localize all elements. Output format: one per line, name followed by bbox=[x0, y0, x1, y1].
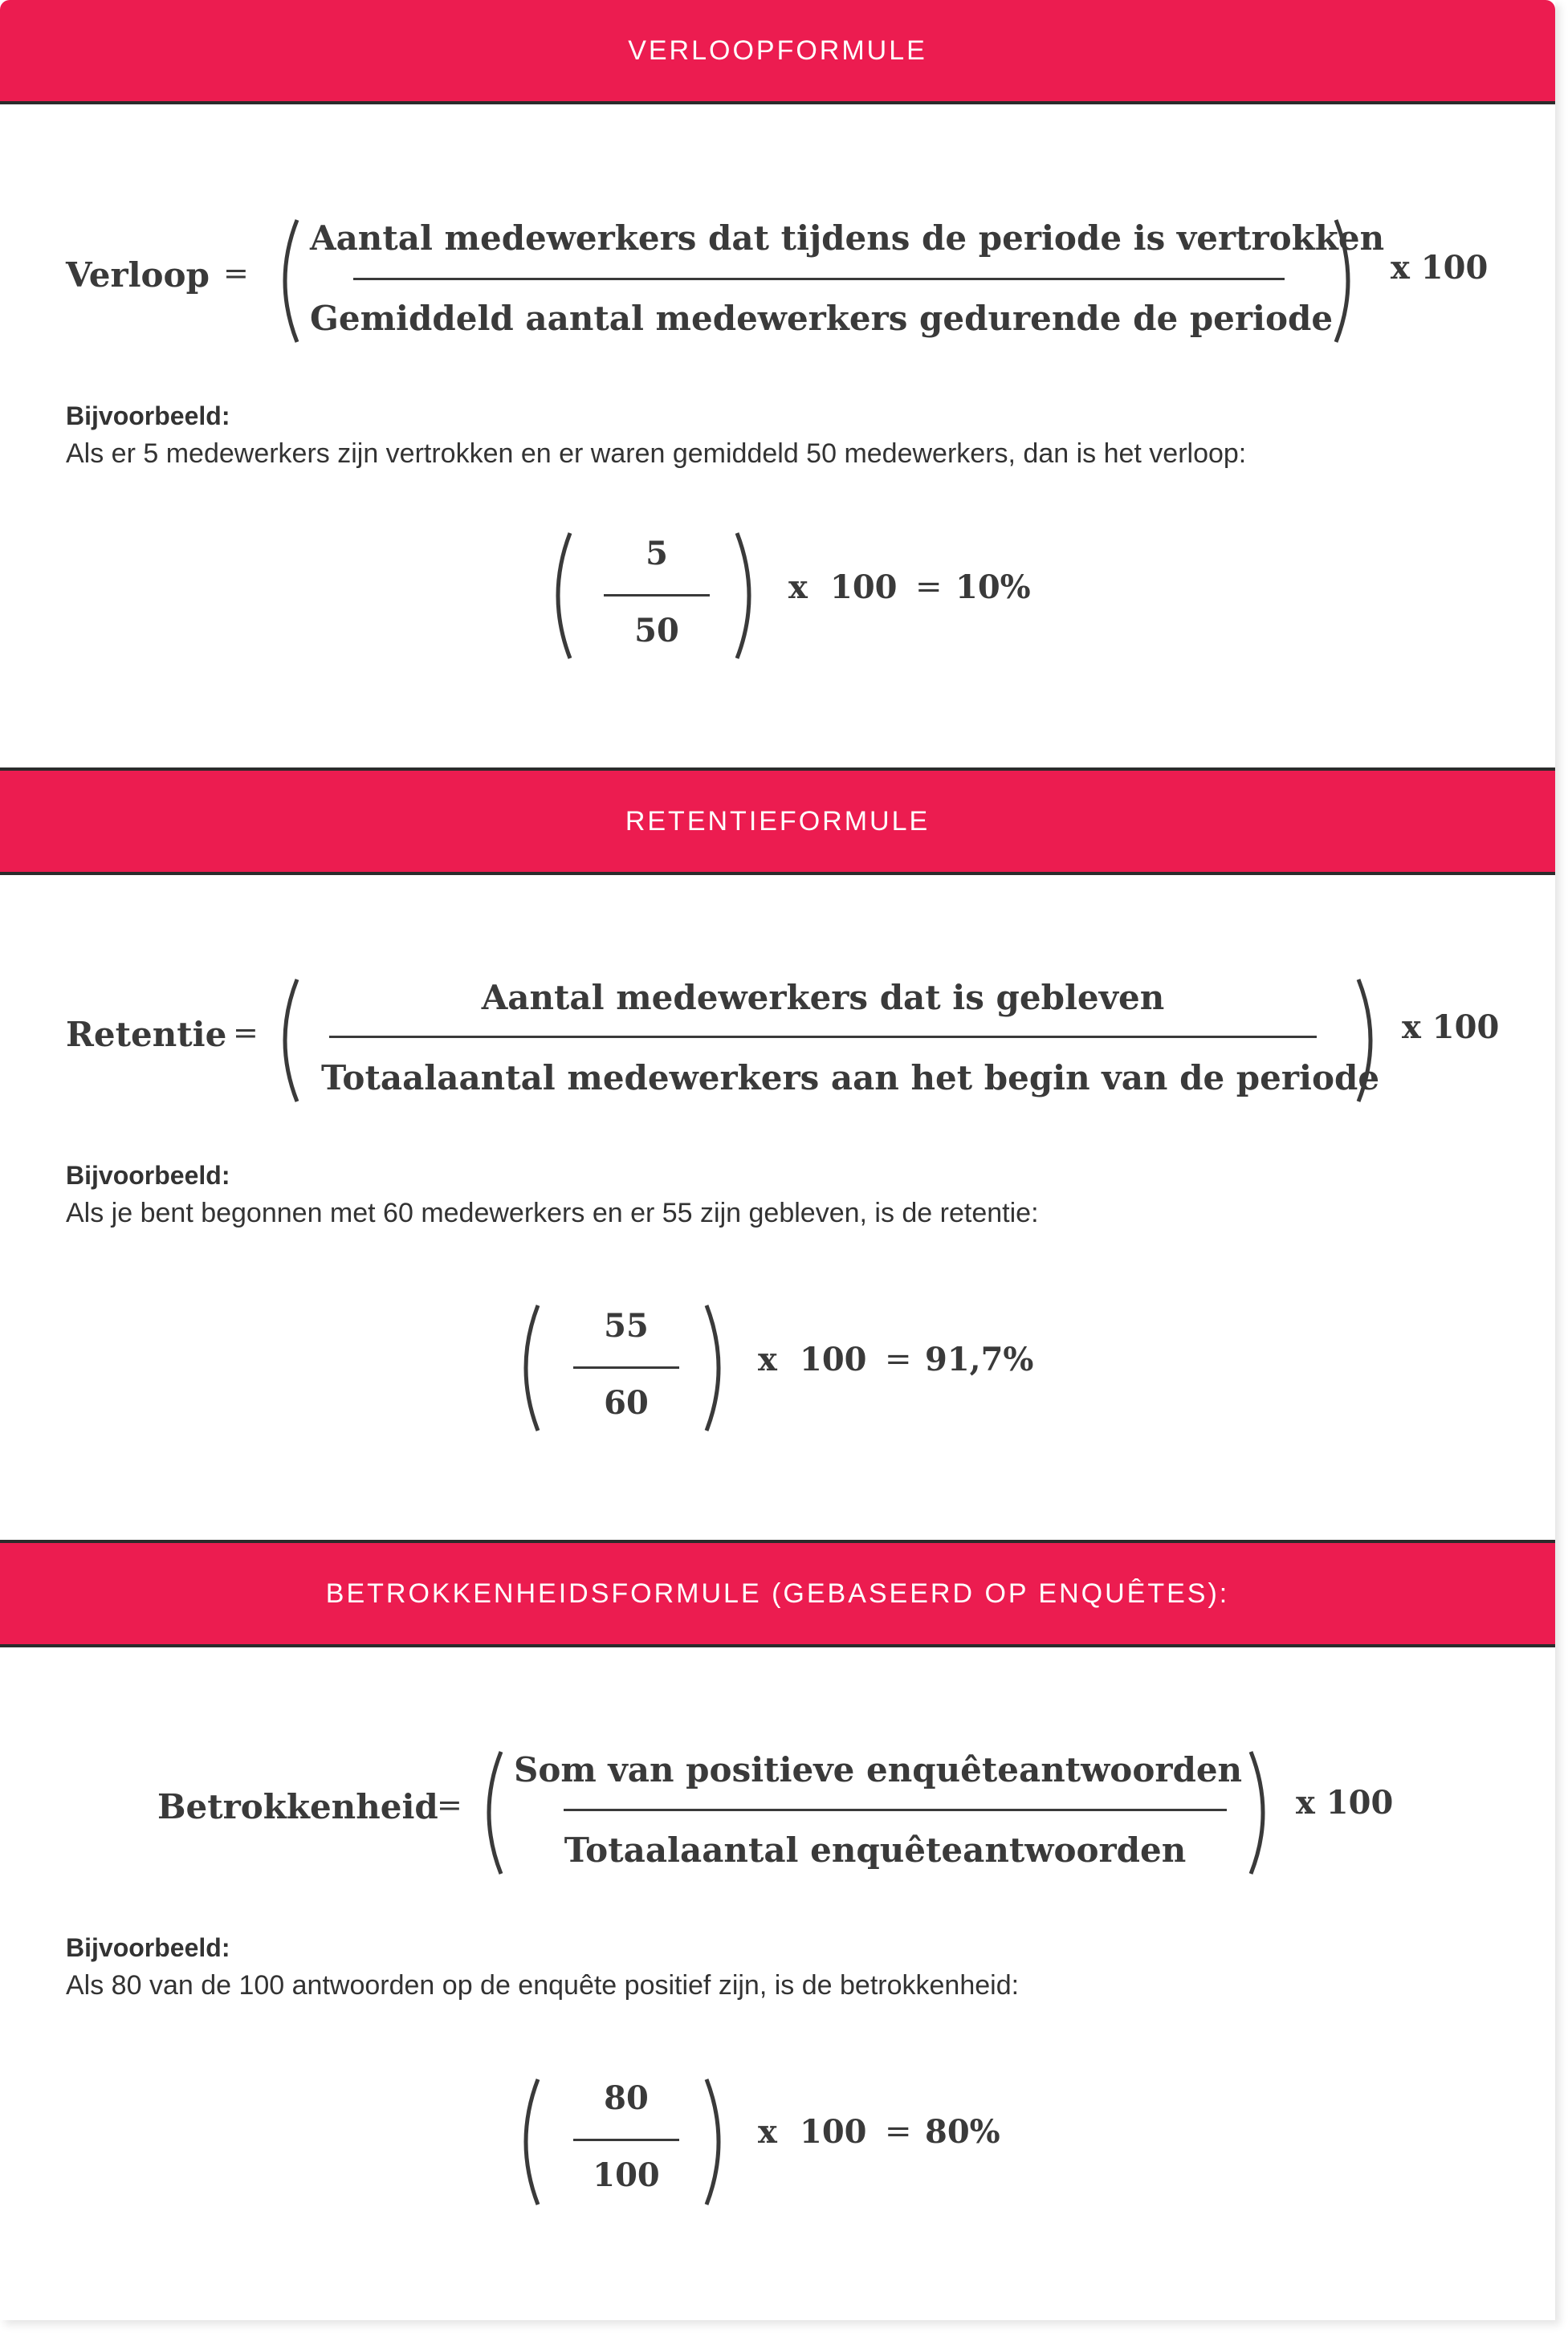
example-title: Bijvoorbeeld: bbox=[66, 1933, 230, 1962]
example-times: x bbox=[788, 568, 808, 606]
left-parenthesis bbox=[270, 217, 302, 345]
left-parenthesis bbox=[270, 976, 302, 1105]
formula-numerator: Aantal medewerkers dat is gebleven bbox=[481, 978, 1165, 1017]
example-text: Als je bent begonnen met 60 medewerkers en er 55 zijn gebleven, is de retentie: bbox=[66, 1198, 1039, 1228]
section-header-betrokkenheid bbox=[0, 1540, 1555, 1647]
formula-multiplier: x 100 bbox=[1391, 249, 1489, 287]
section-title: RETENTIEFORMULE bbox=[625, 805, 931, 837]
left-parenthesis bbox=[474, 1749, 506, 1877]
formula-equals: = bbox=[223, 255, 249, 291]
formula-denominator: Totaalaantal enquêteantwoorden bbox=[564, 1830, 1187, 1870]
formula-numerator: Aantal medewerkers dat tijdens de periode is vertrokken bbox=[310, 218, 1385, 258]
example-equals: = bbox=[915, 568, 943, 605]
right-parenthesis bbox=[702, 1302, 734, 1434]
right-parenthesis bbox=[1246, 1749, 1278, 1877]
example-text: Als er 5 medewerkers zijn vertrokken en er waren gemiddeld 50 medewerkers, dan is het verloop: bbox=[66, 438, 1247, 469]
formula-label: Betrokkenheid bbox=[157, 1787, 438, 1826]
example-times: x bbox=[758, 2113, 777, 2151]
fraction-line bbox=[604, 594, 710, 596]
formula-multiplier: x 100 bbox=[1402, 1008, 1500, 1046]
example-result: 91,7% bbox=[925, 1341, 1034, 1378]
fraction-line bbox=[573, 2139, 679, 2141]
formula-equals: = bbox=[233, 1015, 259, 1050]
fraction-line bbox=[564, 1809, 1227, 1811]
example-numerator: 80 bbox=[604, 2079, 649, 2117]
right-parenthesis bbox=[732, 530, 764, 662]
example-factor: 100 bbox=[800, 2113, 867, 2151]
example-result: 10% bbox=[955, 568, 1031, 606]
example-title: Bijvoorbeeld: bbox=[66, 1161, 230, 1190]
example-factor: 100 bbox=[830, 568, 898, 606]
example-equals: = bbox=[885, 1341, 912, 1378]
right-parenthesis bbox=[1331, 217, 1363, 345]
example-equals: = bbox=[885, 2113, 912, 2150]
formula-numerator: Som van positieve enquêteantwoorden bbox=[514, 1750, 1243, 1789]
example-denominator: 60 bbox=[604, 1384, 649, 1422]
formula-denominator: Totaalaantal medewerkers aan het begin van de periode bbox=[321, 1058, 1380, 1097]
example-denominator: 100 bbox=[593, 2156, 660, 2194]
left-parenthesis bbox=[511, 1302, 543, 1434]
fraction-line bbox=[353, 278, 1285, 280]
example-result: 80% bbox=[925, 2113, 1000, 2151]
example-factor: 100 bbox=[800, 1341, 867, 1378]
section-header-retentie bbox=[0, 767, 1555, 875]
section-title: BETROKKENHEIDSFORMULE (GEBASEERD OP ENQUÊTES): bbox=[325, 1578, 1230, 1609]
left-parenthesis bbox=[511, 2076, 543, 2208]
example-numerator: 5 bbox=[646, 535, 668, 572]
formula-denominator: Gemiddeld aantal medewerkers gedurende de periode bbox=[310, 299, 1334, 338]
formula-equals: = bbox=[437, 1787, 462, 1822]
example-times: x bbox=[758, 1341, 777, 1378]
example-title: Bijvoorbeeld: bbox=[66, 401, 230, 430]
fraction-line bbox=[573, 1366, 679, 1369]
formula-multiplier: x 100 bbox=[1296, 1784, 1394, 1822]
formula-label: Verloop bbox=[66, 255, 210, 295]
section-title: VERLOOPFORMULE bbox=[628, 35, 927, 66]
example-numerator: 55 bbox=[604, 1307, 649, 1345]
section-header-verloop bbox=[0, 0, 1555, 104]
left-parenthesis bbox=[543, 530, 575, 662]
right-parenthesis bbox=[702, 2076, 734, 2208]
formula-label: Retentie bbox=[66, 1015, 227, 1054]
fraction-line bbox=[329, 1036, 1317, 1038]
example-text: Als 80 van de 100 antwoorden op de enquête positief zijn, is de betrokkenheid: bbox=[66, 1970, 1020, 2001]
example-denominator: 50 bbox=[634, 612, 679, 649]
right-parenthesis bbox=[1354, 976, 1386, 1105]
